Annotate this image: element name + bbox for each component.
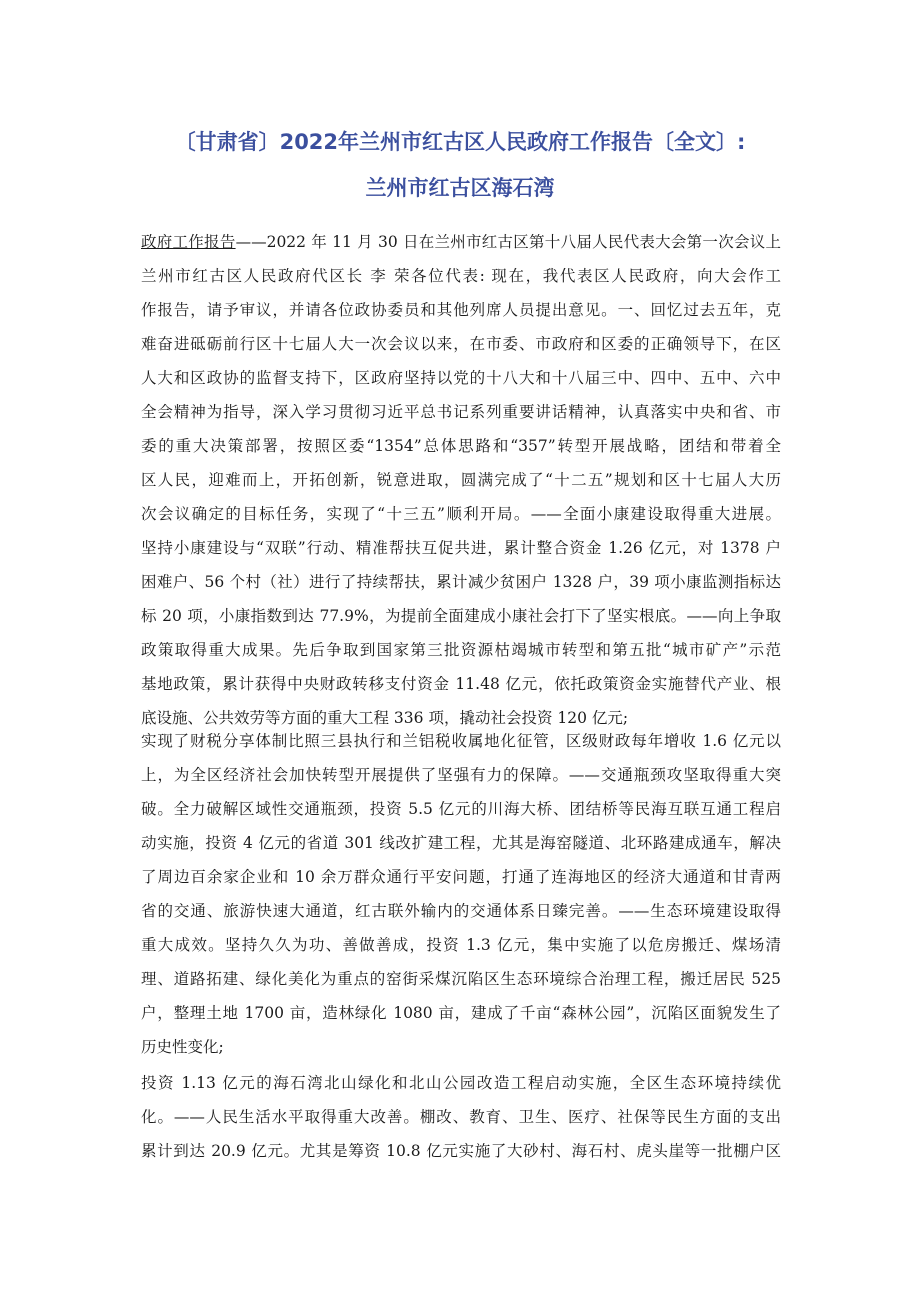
text-line-content: 破。全力破解区域性交通瓶颈，投资 5.5 亿元的川海大桥、团结桥等民海互联互通工程启 bbox=[141, 800, 781, 818]
text-line-content: 户，整理土地 1700 亩，造林绿化 1080 亩，建成了千亩“森林公园”，沉陷区面貌发生了 bbox=[141, 1004, 781, 1022]
text-line-content: 作报告，请予审议，并请各位政协委员和其他列席人员提出意见。一、回忆过去五年，克 bbox=[141, 301, 781, 319]
text-line-content: 坚持小康建设与“双联”行动、精准帮扶互促共进，累计整合资金 1.26 亿元，对 1378 户 bbox=[141, 539, 781, 557]
text-line bbox=[141, 928, 781, 962]
text-line bbox=[141, 758, 781, 792]
paragraph-1 bbox=[141, 225, 781, 735]
text-line bbox=[141, 962, 781, 996]
text-line-content: 历史性变化; bbox=[141, 1038, 224, 1056]
text-line-content: 实现了财税分享体制比照三县执行和兰铝税收属地化征管，区级财政每年增收 1.6 亿元以 bbox=[141, 732, 781, 750]
text-line bbox=[141, 792, 781, 826]
text-line bbox=[141, 1066, 781, 1100]
text-line bbox=[141, 497, 781, 531]
text-line bbox=[141, 293, 781, 327]
text-line bbox=[141, 633, 781, 667]
text-line bbox=[141, 724, 781, 758]
text-line bbox=[141, 826, 781, 860]
text-line bbox=[141, 395, 781, 429]
text-line bbox=[141, 361, 781, 395]
text-line-content: 基地政策，累计获得中央财政转移支付资金 11.48 亿元，依托政策资金实施替代产业、根 bbox=[141, 675, 781, 693]
text-line bbox=[141, 429, 781, 463]
text-line bbox=[141, 327, 781, 361]
text-line-content: 化。——人民生活水平取得重大改善。棚改、教育、卫生、医疗、社保等民生方面的支出 bbox=[141, 1108, 781, 1126]
text-line-content: 累计到达 20.9 亿元。尤其是筹资 10.8 亿元实施了大砂村、海石村、虎头崖等一批棚户区 bbox=[141, 1142, 781, 1160]
document-title-line-1: 〔甘肃省〕2022年兰州市红古区人民政府工作报告〔全文〕: bbox=[174, 130, 746, 154]
paragraph-2 bbox=[141, 724, 781, 1064]
text-line-content: 兰州市红古区人民政府代区长 李 荣各位代表: 现在，我代表区人民政府，向大会作工 bbox=[141, 267, 781, 285]
text-line-content: 委的重大决策部署，按照区委“1354”总体思路和“357”转型开展战略，团结和带着全 bbox=[141, 437, 781, 455]
text-line-content: 难奋进砥砺前行区十七届人大一次会议以来，在市委、市政府和区委的正确领导下，在区 bbox=[141, 335, 781, 353]
text-line bbox=[141, 531, 781, 565]
text-line bbox=[141, 894, 781, 928]
text-line bbox=[141, 1030, 781, 1064]
text-line-content: 上，为全区经济社会加快转型开展提供了坚强有力的保障。——交通瓶颈攻坚取得重大突 bbox=[141, 766, 781, 784]
text-line-content: 标 20 项，小康指数到达 77.9%，为提前全面建成小康社会打下了坚实根底。——向上争取 bbox=[141, 607, 781, 625]
report-link[interactable]: 政府工作报告 bbox=[141, 233, 236, 251]
text-line-content: 困难户、56 个村（社）进行了持续帮扶，累计减少贫困户 1328 户，39 项小康监测指标达 bbox=[141, 573, 781, 591]
text-line-content: 区人民，迎难而上，开拓创新，锐意进取，圆满完成了“十二五”规划和区十七届人大历 bbox=[141, 471, 781, 489]
text-line bbox=[141, 259, 781, 293]
text-line-content: 省的交通、旅游快速大通道，红古联外输内的交通体系日臻完善。——生态环境建设取得 bbox=[141, 902, 781, 920]
text-line bbox=[141, 1134, 781, 1168]
text-line-content: 动实施，投资 4 亿元的省道 301 线改扩建工程，尤其是海窑隧道、北环路建成通车，解决 bbox=[141, 834, 781, 852]
text-line bbox=[141, 996, 781, 1030]
paragraph-3 bbox=[141, 1066, 781, 1168]
text-line-content: 底设施、公共效劳等方面的重大工程 336 项，撬动社会投资 120 亿元; bbox=[141, 709, 629, 727]
text-line-content: 了周边百余家企业和 10 余万群众通行平安问题，打通了连海地区的经济大通道和甘青两 bbox=[141, 868, 781, 886]
text-line-content: 次会议确定的目标任务，实现了“十三五”顺利开局。——全面小康建设取得重大进展。 bbox=[141, 505, 781, 523]
text-line-content: 投资 1.13 亿元的海石湾北山绿化和北山公园改造工程启动实施，全区生态环境持续优 bbox=[141, 1074, 781, 1092]
text-line-content: 理、道路拓建、绿化美化为重点的窑街采煤沉陷区生态环境综合治理工程，搬迁居民 525 bbox=[141, 970, 781, 988]
document-title-line-2: 兰州市红古区海石湾 bbox=[365, 176, 555, 200]
text-line bbox=[141, 667, 781, 701]
text-line bbox=[141, 225, 781, 259]
text-line bbox=[141, 860, 781, 894]
text-line-content: ——2022 年 11 月 30 日在兰州市红古区第十八届人民代表大会第一次会议上 bbox=[235, 233, 781, 251]
text-line bbox=[141, 565, 781, 599]
text-line-content: 人大和区政协的监督支持下，区政府坚持以党的十八大和十八届三中、四中、五中、六中 bbox=[141, 369, 781, 387]
text-line-content: 全会精神为指导，深入学习贯彻习近平总书记系列重要讲话精神，认真落实中央和省、市 bbox=[141, 403, 781, 421]
text-line bbox=[141, 1100, 781, 1134]
text-line-content: 政策取得重大成果。先后争取到国家第三批资源枯竭城市转型和第五批“城市矿产”示范 bbox=[141, 641, 781, 659]
text-line bbox=[141, 599, 781, 633]
text-line bbox=[141, 463, 781, 497]
text-line-content: 重大成效。坚持久久为功、善做善成，投资 1.3 亿元，集中实施了以危房搬迁、煤场清 bbox=[141, 936, 781, 954]
